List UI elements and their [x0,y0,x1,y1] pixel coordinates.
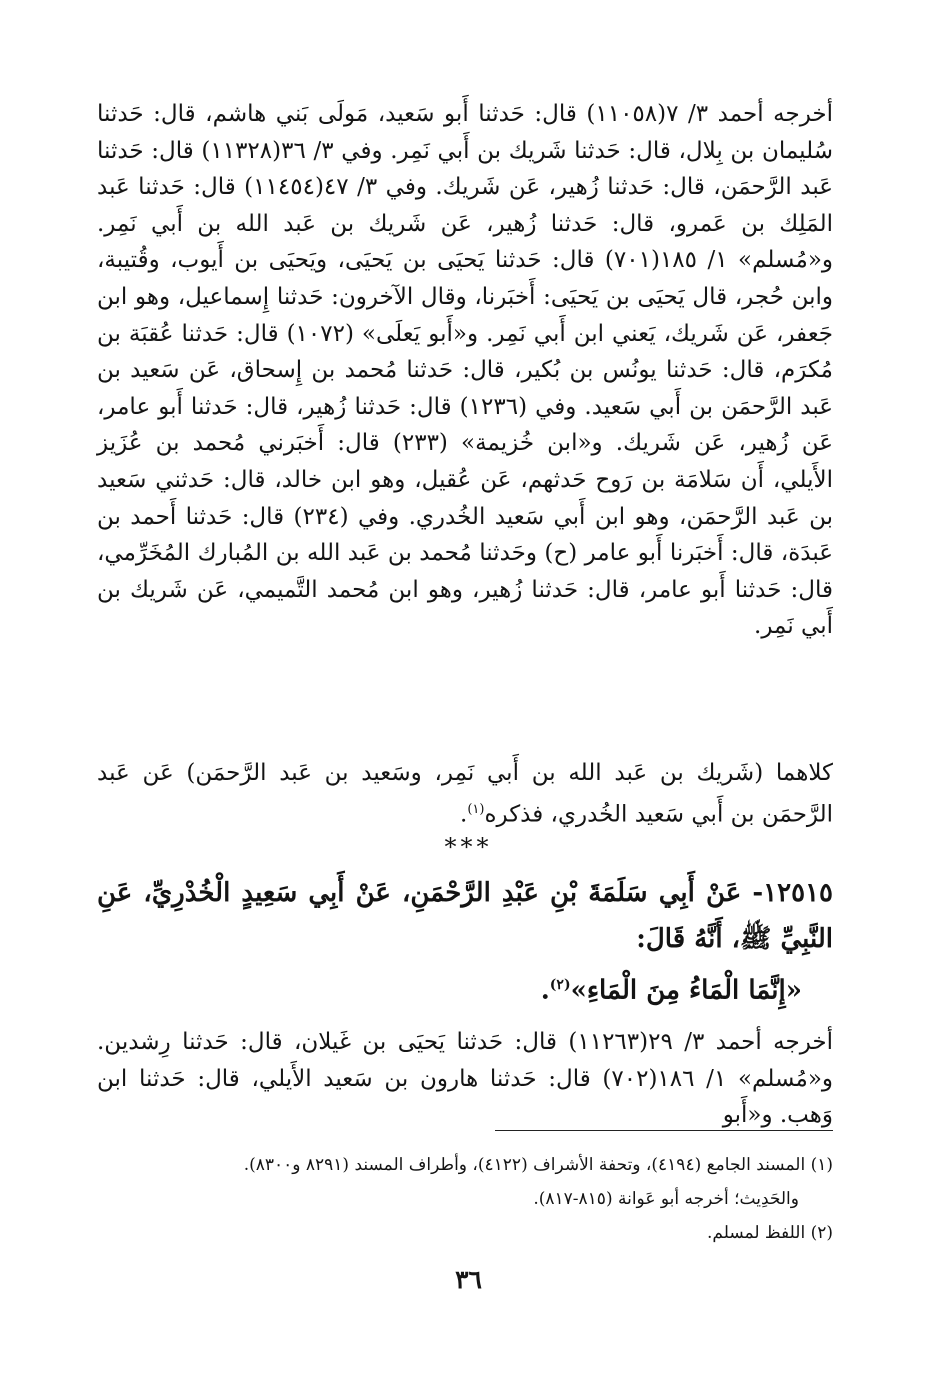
section-separator: *** [444,833,493,861]
page-number: ٣٦ [455,1265,482,1294]
footnote-2: (٢) اللفظ لمسلم. [706,1223,833,1243]
footnote-1-continued: والحَدِيث؛ أخرجه أبو عَوانة (٨١٥-٨١٧). [533,1189,799,1209]
quote-text: «إِنَّمَا الْمَاءُ مِنَ الْمَاءِ» [570,975,802,1006]
quote-end: . [540,975,550,1006]
summary-text: كلاهما (شَريك بن عَبد الله بن أَبي نَمِر، وسَعيد بن عَبد الرَّحمَن) عَن عَبد الرَّحمَن بن أَبي سَعيد الخُدري، فذكره [97,760,833,828]
hadith-quote [541,962,802,1014]
summary-end: . [460,801,468,828]
footnotes [97,1148,833,1250]
takhrij-paragraph-2: أخرجه أحمد ٣/ ٢٩(١١٢٦٣) قال: حَدثنا يَحيَى بن غَيلان، قال: حَدثنا رِشدين. و«مُسلم» ١/ ١٨٦(٧٠٢) قال: حَدثنا هارون بن سَعيد الأَيلي، قال: حَدثنا ابن وَهب. و«أَبو [97,1029,833,1129]
footnote-ref-1: (١) [467,801,485,817]
summary-paragraph [97,755,833,833]
footnote-1: (١) المسند الجامع (٤١٩٤)، وتحفة الأشراف (٤١٢٢)، وأطراف المسند (٨٢٩١ و٨٣٠٠). [243,1155,833,1175]
takhrij-paragraph: أخرجه أحمد ٣/ ٧(١١٠٥٨) قال: حَدثنا أَبو سَعيد، مَولَى بَني هاشم، قال: حَدثنا سُليمان بن بِلال، قال: حَدثنا شَريك بن أَبي نَمِر. وفي ٣/ ٣٦(١١٣٢٨) قال: حَدثنا عَبد الرَّحمَن، قال: حَدثنا زُهير، عَن شَريك. وفي ٣/ ٤٧(١١٤٥٤) قال: حَدثنا عَبد المَلِك بن عَمرو، قال: حَدثنا زُهير، عَن شَريك بن عَبد الله بن أَبي نَمِر. و«مُسلم» ١/ ١٨٥(٧٠١) قال: حَدثنا يَحيَى بن يَحيَى، ويَحيَى بن أَيوب، وقُتيبة، وابن حُجر، قال يَحيَى بن يَحيَى: أَخبَرنا، وقال الآخرون: حَدثنا إِسماعيل، وهو ابن جَعفر، عَن شَريك، يَعني ابن أَبي نَمِر. و«أَبو يَعلَى» (١٠٧٢) قال: حَدثنا عُقبَة بن مُكرَم، قال: حَدثنا يونُس بن بُكير، قال: حَدثنا مُحمد بن إِسحاق، عَن سَعيد بن عَبد الرَّحمَن بن أَبي سَعيد. وفي (١٢٣٦) قال: حَدثنا زُهير، قال: حَدثنا أَبو عامر، عَن زُهير، عَن شَريك. و«ابن خُزيمة» (٢٣٣) قال: أَخبَرني مُحمد بن عُزَيز الأَيلي، أَن سَلامَة بن رَوح حَدثهم، عَن عُقيل، وهو ابن خالد، قال: حَدثني سَعيد بن عَبد الرَّحمَن، وهو ابن أَبي سَعيد الخُدري. وفي (٢٣٤) قال: حَدثنا أَحمد بن عَبدَة، قال: أَخبَرنا أَبو عامر (ح) وحَدثنا مُحمد بن عَبد الله بن المُبارك المُخَرِّمي، قال: حَدثنا أَبو عامر، قال: حَدثنا زُهير، وهو ابن مُحمد التَّميمي، عَن شَريك بن أَبي نَمِر. [97,101,834,640]
hadith-text: ١٢٥١٥- عَنْ أَبِي سَلَمَةَ بْنِ عَبْدِ الرَّحْمَنِ، عَنْ أَبِي سَعِيدٍ الْخُدْرِيِّ، عَنِ النَّبِيِّ ﷺ، أَنَّهُ قَالَ: [97,878,833,954]
footnote-divider [495,1130,833,1131]
footnote-ref-2: (٢) [549,977,571,993]
